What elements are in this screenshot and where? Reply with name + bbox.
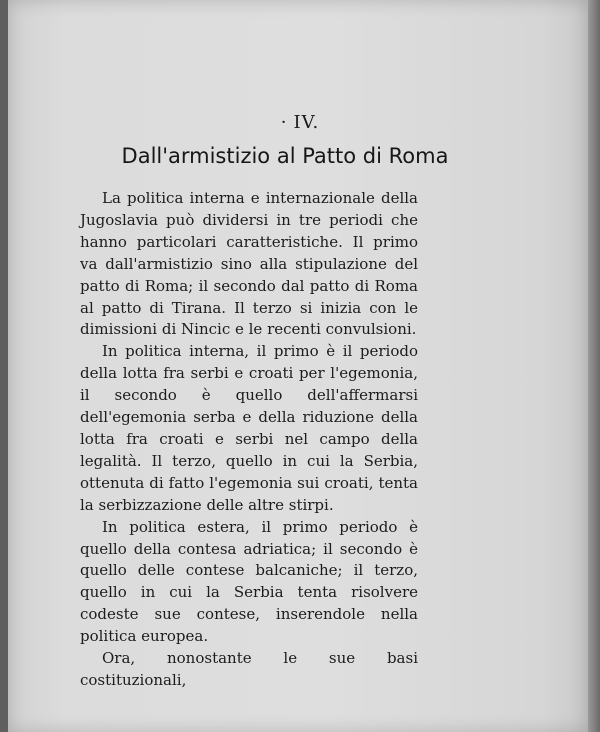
paragraph: In politica interna, il primo è il periodo della lotta fra serbi e croati per l'egemonia, il secondo è quello dell'affermarsi dell'egemonia serba e della riduzione della lotta fra croati e serbi nel campo della legalità. Il terzo, quello in cui la Serbia, ottenuta di fatto l'egemonia sui croati, tenta la serbizzazione delle altre stirpi.: [80, 342, 418, 514]
body-text: [80, 188, 418, 692]
chapter-title: Dall'armistizio al Patto di Roma: [121, 144, 449, 168]
paragraph: La politica interna e internazionale della Jugoslavia può dividersi in tre periodi che hanno particolari caratteristiche. Il primo va dall'armistizio sino alla stipulazione del patto di Roma; il secondo dal patto di Roma al patto di Tirana. Il terzo si inizia con le dimissioni di Nincic e le recenti convulsioni.: [80, 189, 418, 339]
chapter-dot: ·: [280, 112, 288, 133]
paragraph: Ora, nonostante le sue basi costituzionali,: [80, 649, 418, 689]
chapter-heading: [0, 112, 600, 133]
paragraph: In politica estera, il primo periodo è quello della contesa adriatica; il secondo è quello delle contese balcaniche; il terzo, quello in cui la Serbia tenta risolvere codeste sue contese, inserendole nella politica europea.: [80, 517, 418, 646]
page-edge-shadow: [588, 0, 600, 732]
chapter-numeral: IV.: [293, 112, 320, 133]
